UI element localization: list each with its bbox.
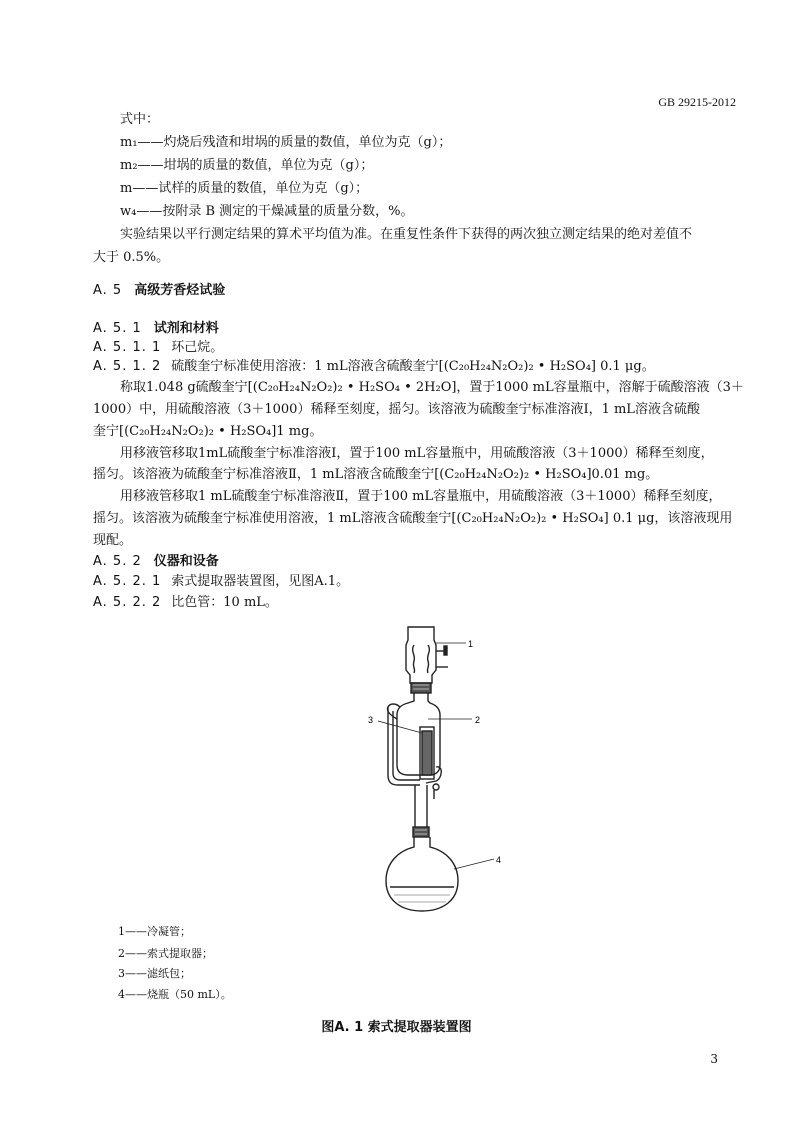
item-number: A. 5. 1. 1 xyxy=(93,340,162,355)
figure-label-2: 2 xyxy=(475,715,481,725)
legend-item-3: 3——滤纸包； xyxy=(118,967,191,980)
condenser-coil xyxy=(413,645,415,673)
item-a512 xyxy=(93,358,655,376)
section-a5-heading xyxy=(93,282,225,300)
section-a51-heading xyxy=(93,320,219,338)
para2-line1: 用移液管移取1mL硫酸奎宁标准溶液Ⅰ，置于100 mL容量瓶中，用硫酸溶液（3＋1000）稀释至刻度， xyxy=(120,446,714,461)
item-a511 xyxy=(93,339,223,357)
item-text: 比色管：10 mL。 xyxy=(171,595,278,610)
section-number: A. 5 xyxy=(93,283,123,298)
result-line-1: 实验结果以平行测定结果的算术平均值为准。在重复性条件下获得的两次独立测定结果的绝对差值不 xyxy=(120,227,693,242)
para1-line2: 1000）中，用硫酸溶液（3＋1000）稀释至刻度，摇匀。该溶液为硫酸奎宁标准溶液Ⅰ，1 mL溶液含硫酸 xyxy=(93,402,700,417)
result-line-2: 大于 0.5%。 xyxy=(93,250,170,265)
var-w4: w₄——按附录 B 测定的干燥减量的质量分数，%。 xyxy=(120,204,414,219)
para2-line2: 摇匀。该溶液为硫酸奎宁标准溶液Ⅱ，1 mL溶液含硫酸奎宁[(C₂₀H₂₄N₂O₂)₂ • H₂SO₄]0.01 mg。 xyxy=(93,467,659,482)
round-flask xyxy=(386,837,458,911)
lower-stem xyxy=(415,785,427,827)
item-number: A. 5. 1. 2 xyxy=(93,359,162,374)
para3-line3: 现配。 xyxy=(93,533,133,548)
item-a522 xyxy=(93,594,278,612)
formula-intro: 式中： xyxy=(120,112,160,127)
item-text: 硫酸奎宁标准使用溶液：1 mL溶液含硫酸奎宁[(C₂₀H₂₄N₂O₂)₂ • H₂SO₄] 0.1 μg。 xyxy=(171,359,655,374)
figure-label-4: 4 xyxy=(496,855,502,865)
item-text: 环己烷。 xyxy=(171,340,224,355)
var-m2: m₂——坩埚的质量的数值，单位为克（g）； xyxy=(120,158,374,173)
standard-number: GB 29215-2012 xyxy=(658,95,736,109)
section-a52-heading xyxy=(93,553,219,571)
bottom-joint xyxy=(413,827,429,837)
figure-label-3: 3 xyxy=(368,715,374,725)
para3-line2: 摇匀。该溶液为硫酸奎宁标准使用溶液，1 mL溶液含硫酸奎宁[(C₂₀H₂₄N₂O₂)₂ • H₂SO₄] 0.1 μg，该溶液现用 xyxy=(93,511,733,526)
section-title: 高级芳香烃试验 xyxy=(134,283,226,298)
section-number: A. 5. 1 xyxy=(93,321,142,336)
figure-caption: 图A. 1 索式提取器装置图 xyxy=(321,1020,472,1035)
condenser-body xyxy=(406,627,436,683)
var-m: m——试样的质量的数值，单位为克（g）； xyxy=(120,181,369,196)
section-title: 试剂和材料 xyxy=(153,321,219,336)
item-a521 xyxy=(93,573,349,591)
section-title: 仪器和设备 xyxy=(153,554,219,569)
para1-line3: 奎宁[(C₂₀H₂₄N₂O₂)₂ • H₂SO₄]1 mg。 xyxy=(93,424,323,439)
figure-label-1: 1 xyxy=(468,639,474,649)
var-m1: m₁——灼烧后残渣和坩埚的质量的数值，单位为克（g）； xyxy=(120,135,452,150)
legend-item-1: 1——冷凝管； xyxy=(118,925,191,938)
item-number: A. 5. 2. 2 xyxy=(93,595,162,610)
section-number: A. 5. 2 xyxy=(93,554,142,569)
page-number: 3 xyxy=(710,1052,718,1066)
legend-item-2: 2——索式提取器； xyxy=(118,947,213,960)
para3-line1: 用移液管移取1 mL硫酸奎宁标准溶液Ⅱ，置于100 mL容量瓶中，用硫酸溶液（3＋1000）稀释至刻度， xyxy=(120,489,722,504)
soxhlet-extractor-figure xyxy=(330,615,520,915)
legend-item-4: 4——烧瓶（50 mL）。 xyxy=(118,988,232,1001)
para1-line1: 称取1.048 g硫酸奎宁[(C₂₀H₂₄N₂O₂)₂ • H₂SO₄ • 2H₂O]，置于1000 mL容量瓶中，溶解于硫酸溶液（3＋ xyxy=(120,380,744,395)
item-number: A. 5. 2. 1 xyxy=(93,574,162,589)
item-text: 索式提取器装置图，见图A.1。 xyxy=(171,574,350,589)
